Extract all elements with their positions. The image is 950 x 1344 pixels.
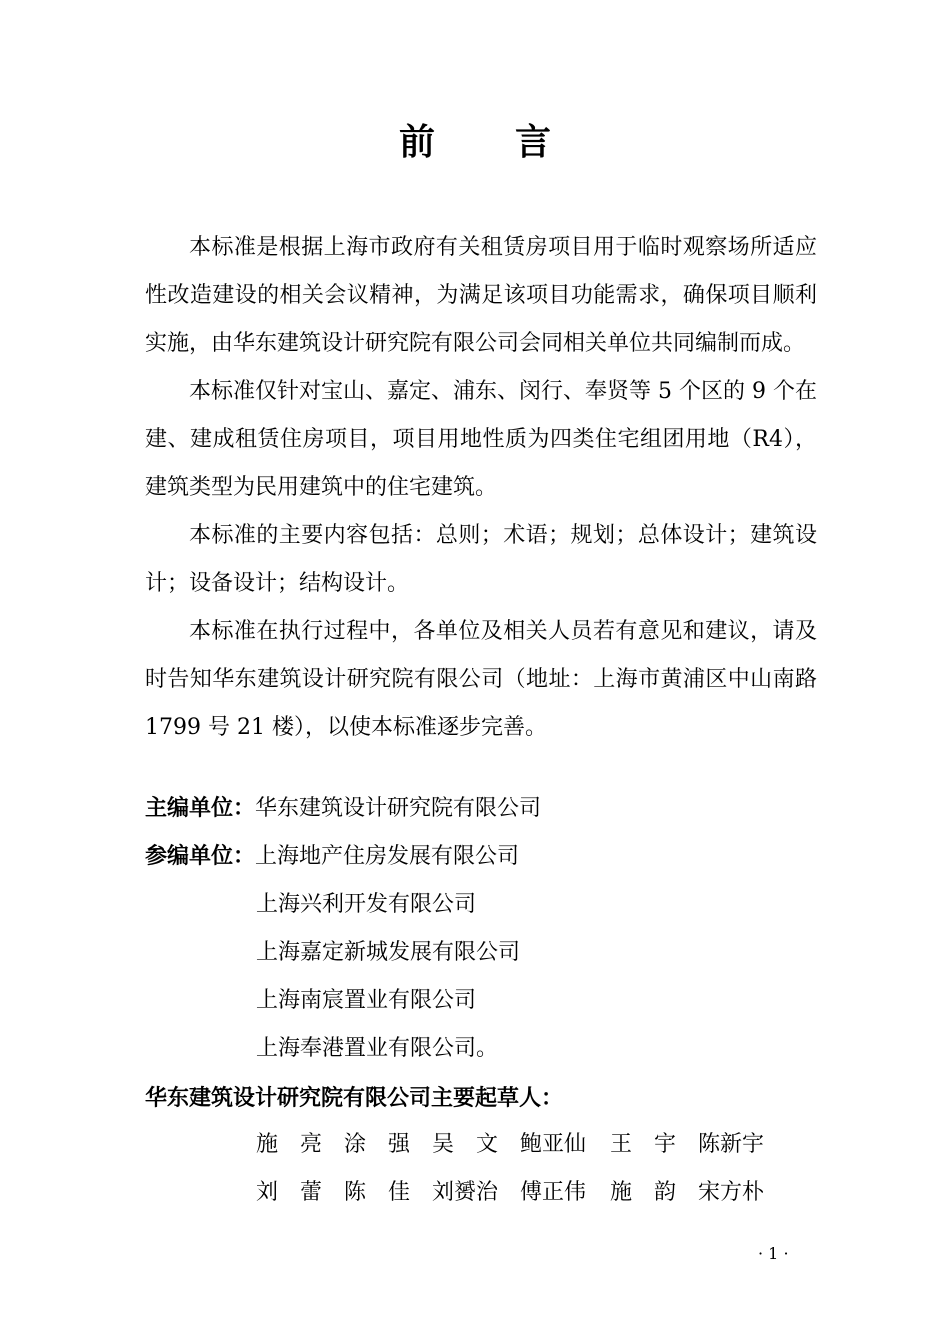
page-number: · 1 ·	[758, 1244, 789, 1263]
drafter-name: 陈 佳	[344, 1180, 411, 1205]
paragraph: 本标准的主要内容包括：总则；术语；规划；总体设计；建筑设计；设备设计；结构设计。	[145, 523, 817, 596]
paragraph: 本标准是根据上海市政府有关租赁房项目用于临时观察场所适应性改造建设的相关会议精神，为满足该项目功能需求，确保项目顺利实施，由华东建筑设计研究院有限公司会同相关单位共同编制而成。	[145, 235, 817, 356]
paragraph: 本标准仅针对宝山、嘉定、浦东、闵行、奉贤等 5 个区的 9 个在建、建成租赁住房项目，项目用地性质为四类住宅组团用地（R4），建筑类型为民用建筑中的住宅建筑。	[145, 379, 817, 500]
chief-unit-label: 主编单位：	[145, 796, 256, 821]
drafter-name: 刘赟治	[432, 1180, 499, 1205]
participating-unit: 上海地产住房发展有限公司	[255, 844, 520, 869]
drafter-name: 吴 文	[432, 1132, 499, 1157]
drafter-name: 施 韵	[610, 1180, 677, 1205]
participating-unit: 上海南宸置业有限公司	[256, 988, 477, 1013]
drafter-name: 王 宇	[610, 1132, 677, 1157]
chief-unit	[145, 785, 541, 833]
drafters-row	[256, 1169, 764, 1217]
participating-unit: 上海嘉定新城发展有限公司	[256, 940, 521, 965]
chief-unit-value: 华东建筑设计研究院有限公司	[255, 796, 542, 821]
drafters-row	[256, 1121, 764, 1169]
paragraph: 本标准在执行过程中，各单位及相关人员若有意见和建议，请及时告知华东建筑设计研究院有限公司（地址：上海市黄浦区中山南路1799 号 21 楼），以使本标准逐步完善。	[145, 619, 817, 740]
title-char-1: 前	[398, 122, 435, 163]
drafters-heading: 华东建筑设计研究院有限公司主要起草人：	[145, 1086, 564, 1111]
drafter-name: 施 亮	[256, 1132, 323, 1157]
drafter-name: 涂 强	[344, 1132, 411, 1157]
title-char-2: 言	[515, 122, 552, 163]
drafter-name: 傅正伟	[520, 1180, 587, 1205]
foreword-body	[145, 224, 817, 752]
participating-units	[145, 833, 519, 881]
drafter-name: 宋方朴	[698, 1180, 765, 1205]
drafter-name: 陈新宇	[698, 1132, 765, 1157]
page-title	[0, 114, 950, 165]
participating-unit: 上海奉港置业有限公司。	[256, 1036, 499, 1061]
drafter-name: 鲍亚仙	[520, 1132, 587, 1157]
participating-unit: 上海兴利开发有限公司	[256, 892, 477, 917]
drafter-name: 刘 蕾	[256, 1180, 323, 1205]
participating-units-label: 参编单位：	[145, 844, 256, 869]
